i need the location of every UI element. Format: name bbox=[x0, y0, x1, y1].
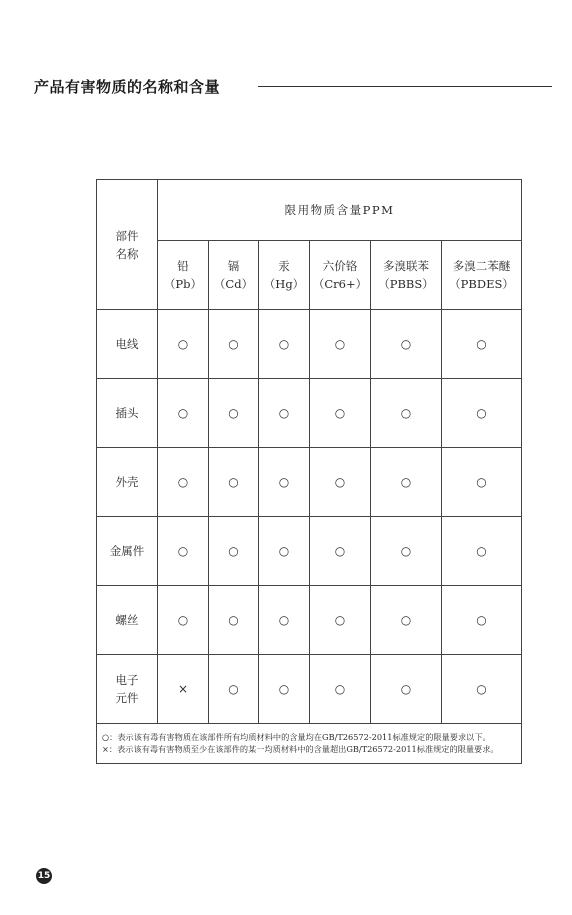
part-name: 金属件 bbox=[109, 544, 145, 558]
substance-name: 镉 bbox=[227, 259, 240, 273]
part-name-header bbox=[97, 180, 158, 310]
substance-header bbox=[371, 241, 442, 310]
notes-row bbox=[97, 724, 522, 764]
compliance-mark: ○ bbox=[371, 310, 442, 379]
compliance-mark: ○ bbox=[209, 517, 259, 586]
substance-symbol: （PBBS） bbox=[378, 277, 434, 291]
part-name: 螺丝 bbox=[115, 613, 139, 627]
compliance-mark: ○ bbox=[310, 448, 371, 517]
table-row bbox=[97, 517, 522, 586]
substance-name: 汞 bbox=[278, 259, 290, 273]
compliance-mark: ○ bbox=[310, 655, 371, 724]
compliance-mark: ○ bbox=[209, 448, 259, 517]
substance-name: 多溴二苯醚 bbox=[452, 259, 511, 273]
compliance-mark: ○ bbox=[158, 379, 209, 448]
part-name-cell bbox=[97, 448, 158, 517]
note-line bbox=[102, 731, 515, 743]
note-text: 表示该有毒有害物质在该部件所有均质材料中的含量均在GB/T26572-2011标准规定的限量要求以下。 bbox=[117, 732, 491, 742]
compliance-mark: ○ bbox=[158, 586, 209, 655]
header-row-2 bbox=[97, 241, 522, 310]
compliance-mark: ○ bbox=[259, 448, 310, 517]
table-row bbox=[97, 586, 522, 655]
substance-header bbox=[158, 241, 209, 310]
substance-name: 铅 bbox=[177, 259, 189, 273]
compliance-mark: ○ bbox=[209, 310, 259, 379]
compliance-mark: ○ bbox=[209, 379, 259, 448]
page-title: 产品有害物质的名称和含量 bbox=[34, 78, 221, 96]
compliance-mark: ○ bbox=[442, 586, 522, 655]
notes-cell bbox=[97, 724, 522, 764]
substance-symbol: （Cr6+） bbox=[312, 277, 368, 291]
compliance-mark: ○ bbox=[442, 655, 522, 724]
compliance-mark: ○ bbox=[310, 517, 371, 586]
compliance-mark: ○ bbox=[158, 448, 209, 517]
compliance-mark: ○ bbox=[371, 517, 442, 586]
substance-header bbox=[209, 241, 259, 310]
substance-header bbox=[442, 241, 522, 310]
note-text: 表示该有毒有害物质至少在该部件的某一均质材料中的含量超出GB/T26572-2011标准规定的限量要求。 bbox=[117, 744, 499, 754]
compliance-mark: × bbox=[158, 655, 209, 724]
compliance-mark: ○ bbox=[259, 517, 310, 586]
restricted-substance-header-text: 限用物质含量PPM bbox=[284, 203, 395, 217]
compliance-mark: ○ bbox=[209, 586, 259, 655]
compliance-mark: ○ bbox=[158, 517, 209, 586]
part-name-cell bbox=[97, 655, 158, 724]
compliance-mark: ○ bbox=[442, 517, 522, 586]
table-row bbox=[97, 310, 522, 379]
compliance-mark: ○ bbox=[209, 655, 259, 724]
compliance-mark: ○ bbox=[158, 310, 209, 379]
table-row bbox=[97, 448, 522, 517]
part-name-cell bbox=[97, 379, 158, 448]
title-rule bbox=[258, 86, 552, 87]
compliance-mark: ○ bbox=[259, 655, 310, 724]
compliance-mark: ○ bbox=[371, 379, 442, 448]
compliance-mark: ○ bbox=[371, 586, 442, 655]
compliance-mark: ○ bbox=[259, 310, 310, 379]
substance-header bbox=[259, 241, 310, 310]
part-name-cell bbox=[97, 517, 158, 586]
part-name-cell bbox=[97, 586, 158, 655]
compliance-mark: ○ bbox=[442, 379, 522, 448]
compliance-mark: ○ bbox=[310, 586, 371, 655]
hazardous-substances-table bbox=[96, 179, 522, 764]
part-name: 外壳 bbox=[115, 475, 139, 489]
substance-symbol: （Pb） bbox=[163, 277, 203, 291]
compliance-mark: ○ bbox=[259, 586, 310, 655]
note-mark: ○： bbox=[102, 732, 118, 742]
page-number-badge: 15 bbox=[36, 868, 52, 884]
part-name: 电线 bbox=[115, 337, 139, 351]
part-name-cell bbox=[97, 310, 158, 379]
compliance-mark: ○ bbox=[442, 310, 522, 379]
table-row bbox=[97, 379, 522, 448]
substance-name: 六价铬 bbox=[322, 259, 358, 273]
substance-header bbox=[310, 241, 371, 310]
compliance-mark: ○ bbox=[371, 448, 442, 517]
compliance-mark: ○ bbox=[371, 655, 442, 724]
compliance-mark: ○ bbox=[310, 379, 371, 448]
note-mark: ×： bbox=[102, 744, 118, 754]
header-row-1 bbox=[97, 180, 522, 241]
compliance-mark: ○ bbox=[442, 448, 522, 517]
substance-symbol: （Cd） bbox=[213, 277, 254, 291]
compliance-mark: ○ bbox=[259, 379, 310, 448]
part-name-header-text: 部件 名称 bbox=[115, 228, 139, 261]
part-name: 电子 元件 bbox=[115, 673, 139, 705]
restricted-substance-header bbox=[158, 180, 522, 241]
note-line bbox=[102, 743, 515, 755]
part-name: 插头 bbox=[115, 406, 139, 420]
substance-symbol: （Hg） bbox=[263, 277, 305, 291]
substance-symbol: （PBDES） bbox=[449, 277, 514, 291]
compliance-mark: ○ bbox=[310, 310, 371, 379]
substance-name: 多溴联苯 bbox=[383, 259, 429, 273]
table-row bbox=[97, 655, 522, 724]
